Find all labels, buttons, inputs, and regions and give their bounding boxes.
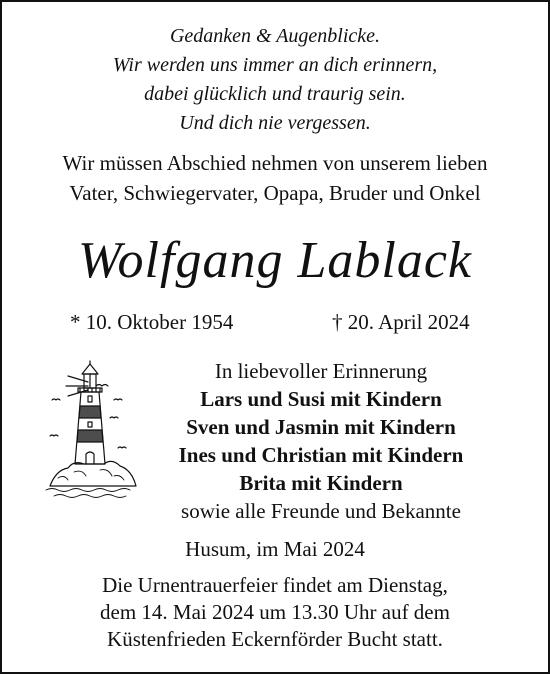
mourner-family: Brita mit Kindern [239,471,403,495]
poem-line: Gedanken & Augenblicke. [169,25,381,47]
poem-line: Wir werden uns immer an dich erinnern, [112,54,438,76]
intro-line: Vater, Schwiegervater, Opapa, Bruder und Onkel [69,181,481,205]
mourner-family: Lars und Susi mit Kindern [200,387,442,411]
farewell-intro [2,148,548,208]
ceremony-line: dem 14. Mai 2024 um 13.30 Uhr auf dem [100,600,450,624]
memorial-poem [2,22,548,138]
poem-line: Und dich nie vergessen. [179,112,371,134]
death-date: † 20. April 2024 [332,310,470,334]
mourner-family: Sven und Jasmin mit Kindern [186,415,456,439]
deceased-name: Wolfgang Lablack [78,232,472,289]
mourner-family: Ines und Christian mit Kindern [178,443,464,467]
poem-line: dabei glücklich und traurig sein. [144,83,406,105]
ceremony-line: Die Urnentrauerfeier findet am Dienstag, [102,573,448,597]
ceremony-line: Küstenfrieden Eckernförder Bucht statt. [107,627,443,651]
birth-date: * 10. Oktober 1954 [70,310,234,334]
mourners-heading: In liebevoller Erinnerung [214,359,428,383]
mourners-others: sowie alle Freunde und Bekannte [181,499,461,523]
ceremony-details [2,572,548,653]
mourners-list [122,357,520,525]
place-and-date: Husum, im Mai 2024 [185,537,365,561]
intro-line: Wir müssen Abschied nehmen von unserem lieben [62,151,488,175]
